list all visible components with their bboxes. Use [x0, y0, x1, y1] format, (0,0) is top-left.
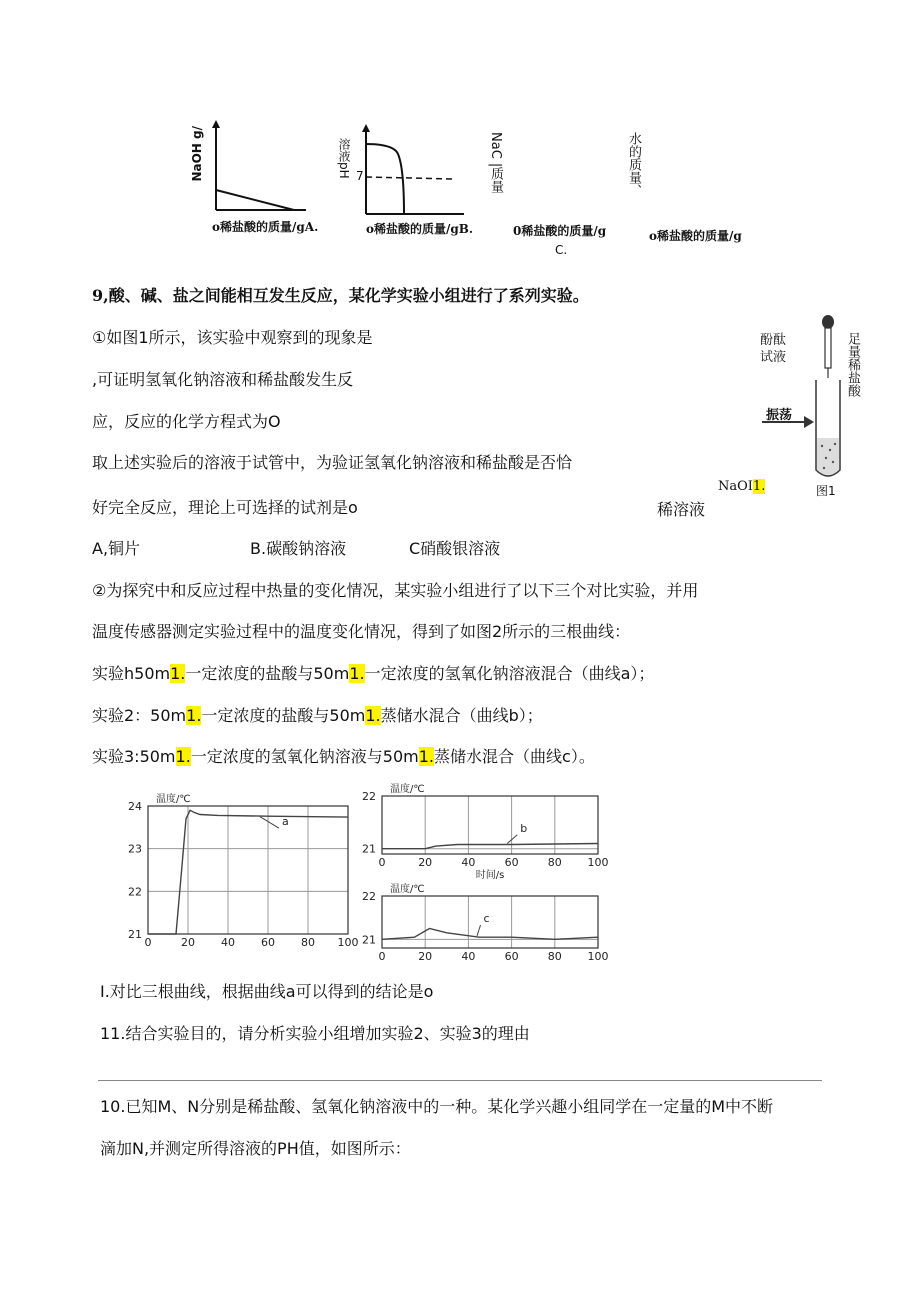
graph-b-caption: o稀盐酸的质量/gB. — [366, 222, 474, 236]
q9-p7: 温度传感器测定实验过程中的温度变化情况，得到了如图2所示的三根曲线： — [92, 622, 631, 641]
experiment-3-hl1: 1. — [175, 747, 191, 766]
experiment-1-hl2: 1. — [349, 664, 365, 683]
x-tick-label: 100 — [337, 936, 359, 949]
x-tick-label: 80 — [547, 856, 562, 869]
q9-p3: 应，反应的化学方程式为O — [92, 412, 281, 431]
graph-c-letter: C. — [555, 243, 568, 257]
experiment-2-c: 蒸储水混合（曲线b）； — [380, 706, 543, 725]
experiment-2-b: 一定浓度的盐酸与50m — [201, 706, 366, 725]
x-tick-label: 20 — [418, 950, 433, 963]
experiment-2-hl1: 1. — [186, 706, 202, 725]
q9-p6: ②为探究中和反应过程中热量的变化情况，某实验小组进行了以下三个对比实验，并用 — [92, 581, 699, 600]
experiment-1-a: 实验h50m — [92, 664, 171, 683]
q9-sub2: 11.结合实验目的，请分析实验小组增加实验2、实验3的理由 — [100, 1024, 530, 1043]
plot-frame — [382, 896, 598, 948]
x-tick-label: 60 — [261, 936, 275, 949]
plot-frame — [382, 796, 598, 854]
fig1-naoh — [718, 476, 765, 498]
chart-curve-b — [362, 784, 612, 884]
experiment-3-hl2: 1. — [418, 747, 435, 766]
experiment-1-hl1: 1. — [170, 664, 186, 683]
fig1-naoh-suffix: 稀溶液 — [657, 500, 706, 519]
experiment-2-a: 实验2：50m — [92, 706, 187, 725]
option-c: C硝酸银溶液 — [409, 539, 501, 558]
experiment-1 — [92, 663, 654, 685]
graph-b-plot — [354, 122, 474, 217]
graph-c-ylabel: NaC |质量 — [488, 132, 503, 194]
x-tick-label: 40 — [461, 950, 476, 963]
experiment-3-a: 实验3:50m — [92, 747, 176, 766]
curve-label: b — [520, 821, 528, 835]
chart-curve-a — [120, 786, 360, 964]
experiment-3-c: 蒸储水混合（曲线c）。 — [434, 747, 595, 766]
q10-line2: 滴加N,并测定所得溶液的PH值，如图所示： — [100, 1139, 411, 1158]
experiment-3-b: 一定浓度的氢氧化钠溶液与50m — [190, 747, 419, 766]
q9-sub1: I.对比三根曲线，根据曲线a可以得到的结论是o — [100, 982, 434, 1001]
experiment-1-b: 一定浓度的盐酸与50m — [185, 664, 350, 683]
x-tick-label: 60 — [504, 856, 519, 869]
fig1-caption: 图1 — [816, 484, 836, 498]
x-tick-label: 20 — [418, 856, 433, 869]
y-axis-label: 温度/℃ — [390, 784, 425, 795]
y-tick-label: 23 — [128, 842, 142, 856]
curve-label-leader — [507, 835, 517, 844]
x-tick-label: 0 — [378, 950, 386, 963]
x-tick-label: 20 — [181, 936, 195, 949]
y-tick-label: 21 — [362, 933, 376, 947]
q9-p4: 取上述实验后的溶液于试管中，为验证氢氧化钠溶液和稀盐酸是否恰 — [92, 453, 573, 472]
graph-a-caption: o稀盐酸的质量/gA. — [212, 220, 319, 234]
graph-b — [336, 122, 476, 220]
q9-title: 9,酸、碱、盐之间能相互发生反应，某化学实验小组进行了系列实验。 — [92, 286, 589, 305]
experiment-2-hl2: 1. — [365, 706, 381, 725]
x-tick-label: 80 — [301, 936, 315, 949]
graph-a-plot — [206, 118, 316, 213]
x-tick-label: 100 — [587, 950, 609, 963]
experiment-2 — [92, 705, 543, 727]
fig1-naoh-hl: 1. — [752, 479, 766, 494]
x-tick-label: 0 — [144, 936, 152, 949]
option-a: A,铜片 — [92, 539, 141, 558]
fig1-right-label: 足量稀盐酸 — [845, 332, 860, 397]
y-axis-label: 温度/℃ — [156, 794, 191, 805]
q9-p2: ,可证明氢氧化钠溶液和稀盐酸发生反 — [92, 370, 354, 389]
option-b: B.碳酸钠溶液 — [250, 539, 347, 558]
curve-a — [148, 810, 348, 934]
graph-a — [190, 118, 320, 218]
chart-curve-c — [362, 878, 612, 968]
graph-b-tick7: 7 — [356, 169, 364, 183]
x-tick-label: 80 — [547, 950, 562, 963]
curve-label: c — [483, 912, 490, 925]
y-tick-label: 24 — [128, 800, 142, 813]
curve-c — [382, 929, 598, 940]
x-tick-label: 60 — [504, 950, 519, 963]
fig1-naoh-text: NaOI — [718, 479, 753, 494]
figure-1 — [740, 310, 870, 500]
curve-label-leader — [260, 817, 279, 829]
q9-p5: 好完全反应，理论上可选择的试剂是o — [92, 498, 358, 517]
fig1-left-label: 酚酞试液 — [760, 333, 787, 365]
y-tick-label: 21 — [362, 842, 376, 856]
experiment-3 — [92, 746, 595, 768]
q9-p1: ①如图1所示，该实验中观察到的现象是 — [92, 328, 373, 347]
y-tick-label: 22 — [362, 890, 376, 903]
q10-line1: 10.已知M、N分别是稀盐酸、氢氧化钠溶液中的一种。某化学兴趣小组同学在一定量的M中不断 — [100, 1097, 774, 1116]
graph-c-caption: 0稀盐酸的质量/g — [513, 224, 607, 238]
graph-d-ylabel: 水的质量、 — [626, 132, 641, 197]
curve-label: a — [282, 815, 289, 829]
y-axis-label: 温度/℃ — [390, 884, 425, 895]
y-tick-label: 22 — [362, 790, 376, 803]
curve-b — [382, 844, 598, 849]
fig1-shake: 振荡 — [766, 408, 793, 423]
x-tick-label: 100 — [587, 856, 609, 869]
graph-b-ylabel: 溶液pH — [337, 138, 351, 179]
y-tick-label: 22 — [128, 885, 142, 899]
fig1-apparatus — [740, 310, 870, 500]
x-axis-label: 时间/s — [475, 870, 505, 881]
y-tick-label: 21 — [128, 928, 142, 941]
graph-d-caption: o稀盐酸的质量/g — [649, 229, 742, 243]
curve-label-leader — [477, 925, 480, 936]
divider — [98, 1080, 822, 1081]
x-tick-label: 40 — [221, 936, 235, 949]
x-tick-label: 40 — [461, 856, 476, 869]
graph-a-ylabel: NaOH g/ — [190, 126, 204, 182]
x-tick-label: 0 — [378, 856, 386, 869]
experiment-1-c: 一定浓度的氢氧化钠溶液混合（曲线a）； — [364, 664, 655, 683]
